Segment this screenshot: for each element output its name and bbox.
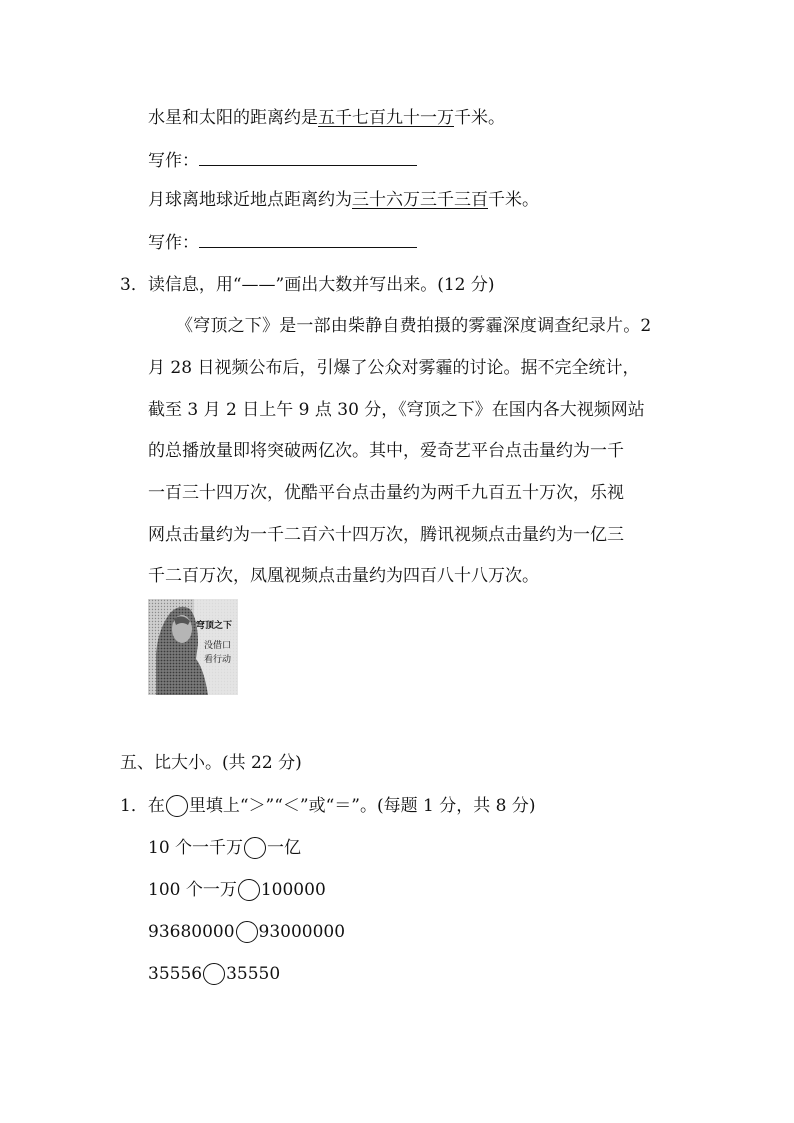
question-1-title: [120, 795, 536, 817]
compare-answer-circle[interactable]: [238, 879, 260, 901]
q1-prefix: 1．在: [120, 796, 165, 816]
compare-right: 93000000: [258, 922, 346, 942]
paragraph-line: 的总播放量即将突破两亿次。其中，爱奇艺平台点击量约为一千: [148, 441, 624, 461]
paragraph-line: 月 28 日视频公布后，引爆了公众对雾霾的讨论。据不完全统计，: [148, 358, 640, 378]
poster-title: 穹顶之下: [196, 621, 233, 631]
paragraph-line: 千二百万次，凤凰视频点击量约为四百八十八万次。: [148, 566, 539, 586]
write-label: 写作：: [148, 233, 199, 253]
compare-right: 一亿: [267, 838, 302, 858]
circle-icon: [166, 795, 188, 817]
poster-slogan-2: 看行动: [204, 655, 232, 665]
compare-item: [148, 963, 280, 985]
documentary-poster-image: [148, 599, 238, 695]
q1-suffix: 里填上“＞”“＜”或“＝”。(每题 1 分，共 8 分): [188, 796, 536, 816]
compare-left: 93680000: [148, 922, 235, 942]
mercury-write-line: [148, 149, 417, 172]
question-3-title: 3．读信息，用“——”画出大数并写出来。(12 分): [120, 275, 495, 295]
mercury-suffix: 千米。: [454, 108, 505, 128]
mercury-number: 五千七百九十一万: [318, 108, 454, 128]
compare-answer-circle[interactable]: [236, 921, 258, 943]
compare-right: 100000: [260, 880, 326, 900]
section-5-title: 五、比大小。(共 22 分): [120, 753, 302, 773]
compare-right: 35550: [226, 964, 281, 984]
poster-slogan-1: 没借口: [204, 641, 232, 651]
answer-blank[interactable]: [199, 149, 417, 166]
compare-left: 100 个一万: [148, 880, 237, 900]
compare-item: [148, 837, 301, 859]
paragraph-line: 一百三十四万次，优酷平台点击量约为两千九百五十万次，乐视: [148, 483, 624, 503]
write-label: 写作：: [148, 151, 199, 171]
compare-item: [148, 879, 326, 901]
moon-prefix: 月球离地球近地点距离约为: [148, 190, 352, 210]
compare-left: 10 个一千万: [148, 838, 244, 858]
mercury-prefix: 水星和太阳的距离约是: [148, 108, 318, 128]
compare-left: 35556: [148, 964, 203, 984]
mercury-distance-line: [148, 107, 505, 129]
compare-answer-circle[interactable]: [203, 963, 225, 985]
paragraph-line: 《穹顶之下》是一部由柴静自费拍摄的雾霾深度调查纪录片。2: [176, 316, 652, 336]
moon-distance-line: [148, 189, 539, 211]
paragraph-line: 网点击量约为一千二百六十四万次，腾讯视频点击量约为一亿三: [148, 525, 624, 545]
moon-number: 三十六万三千三百: [352, 190, 488, 210]
compare-answer-circle[interactable]: [244, 837, 266, 859]
compare-item: [148, 921, 345, 943]
moon-suffix: 千米。: [488, 190, 539, 210]
moon-write-line: [148, 231, 417, 254]
paragraph-line: 截至 3 月 2 日上午 9 点 30 分，《穹顶之下》在国内各大视频网站: [148, 400, 645, 420]
answer-blank[interactable]: [199, 231, 417, 248]
